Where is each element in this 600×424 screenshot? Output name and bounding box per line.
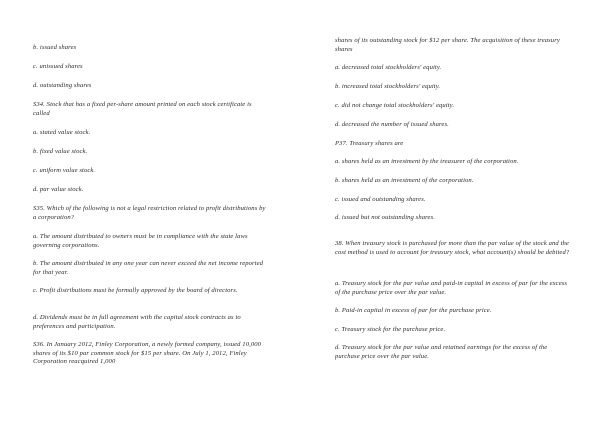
left-paragraph-9: S35. Which of the following is not a legal restriction related to profit distributions by a corporation? <box>33 205 266 221</box>
right-paragraph-3: b. increased total stockholders' equity. <box>335 83 441 90</box>
left-paragraph-1: b. issued shares <box>33 44 77 51</box>
left-paragraph-11: b. The amount distributed in any one year can never exceed the net income reported for that year. <box>33 260 264 276</box>
right-paragraph-4: c. did not change total stockholders' equity. <box>335 102 455 109</box>
left-paragraph-6: b. fixed value stock. <box>33 148 88 155</box>
right-paragraph-9: c. issued and outstanding shares. <box>335 196 426 203</box>
right-paragraph-2: a. decreased total stockholders' equity. <box>335 64 442 71</box>
right-paragraph-7: a. shares held as an investment by the treasurer of the corporation. <box>335 158 519 165</box>
left-paragraph-8: d. par value stock. <box>33 186 84 193</box>
right-paragraph-1: shares of its outstanding stock for $12 per share. The acquisition of these treasury shares <box>335 37 560 53</box>
left-paragraph-10: a. The amount distributed to owners must be in compliance with the state laws governing corporations. <box>33 233 248 249</box>
right-paragraph-15: d. Treasury stock for the par value and retained earnings for the excess of the purchase price over the par value. <box>335 344 548 360</box>
right-paragraph-12: a. Treasury stock for the par value and paid-in capital in excess of par for the excess of the purchase price over the par value. <box>335 280 568 296</box>
left-paragraph-7: c. uniform value stock. <box>33 167 96 174</box>
right-paragraph-8: b. shares held as an investment of the corporation. <box>335 177 474 184</box>
right-paragraph-11: 38. When treasury stock is purchased for more than the par value of the stock and the cost method is used to account for treasury stock, what account(s) should be debited? <box>335 240 570 256</box>
left-paragraph-5: a. stated value stock. <box>33 129 91 136</box>
left-paragraph-2: c. unissued shares <box>33 63 83 70</box>
right-paragraph-6: P37. Treasury shares are <box>335 140 404 147</box>
left-paragraph-13: d. Dividends must be in full agreement with the capital stock contracts as to preferences and participation. <box>33 314 241 330</box>
left-paragraph-14: S36. In January 2012, Finley Corporation, a newly formed company, issued 10,000 shares of its $10 par common stock for $15 per share. On July 1, 2012, Finley Corporation reacquired 1,000 <box>33 341 262 366</box>
right-paragraph-5: d. decreased the number of issued shares. <box>335 121 449 128</box>
left-paragraph-4: S34. Stock that has a fixed per-share amount printed on each stock certificate is called <box>33 101 252 117</box>
right-paragraph-10: d. issued but not outstanding shares. <box>335 214 435 221</box>
right-paragraph-14: c. Treasury stock for the purchase price. <box>335 326 446 333</box>
left-paragraph-3: d. outstanding shares <box>33 82 92 89</box>
left-paragraph-12: c. Profit distributions must be formally approved by the board of directors. <box>33 287 238 294</box>
right-paragraph-13: b. Paid-in capital in excess of par for the purchase price. <box>335 307 492 314</box>
